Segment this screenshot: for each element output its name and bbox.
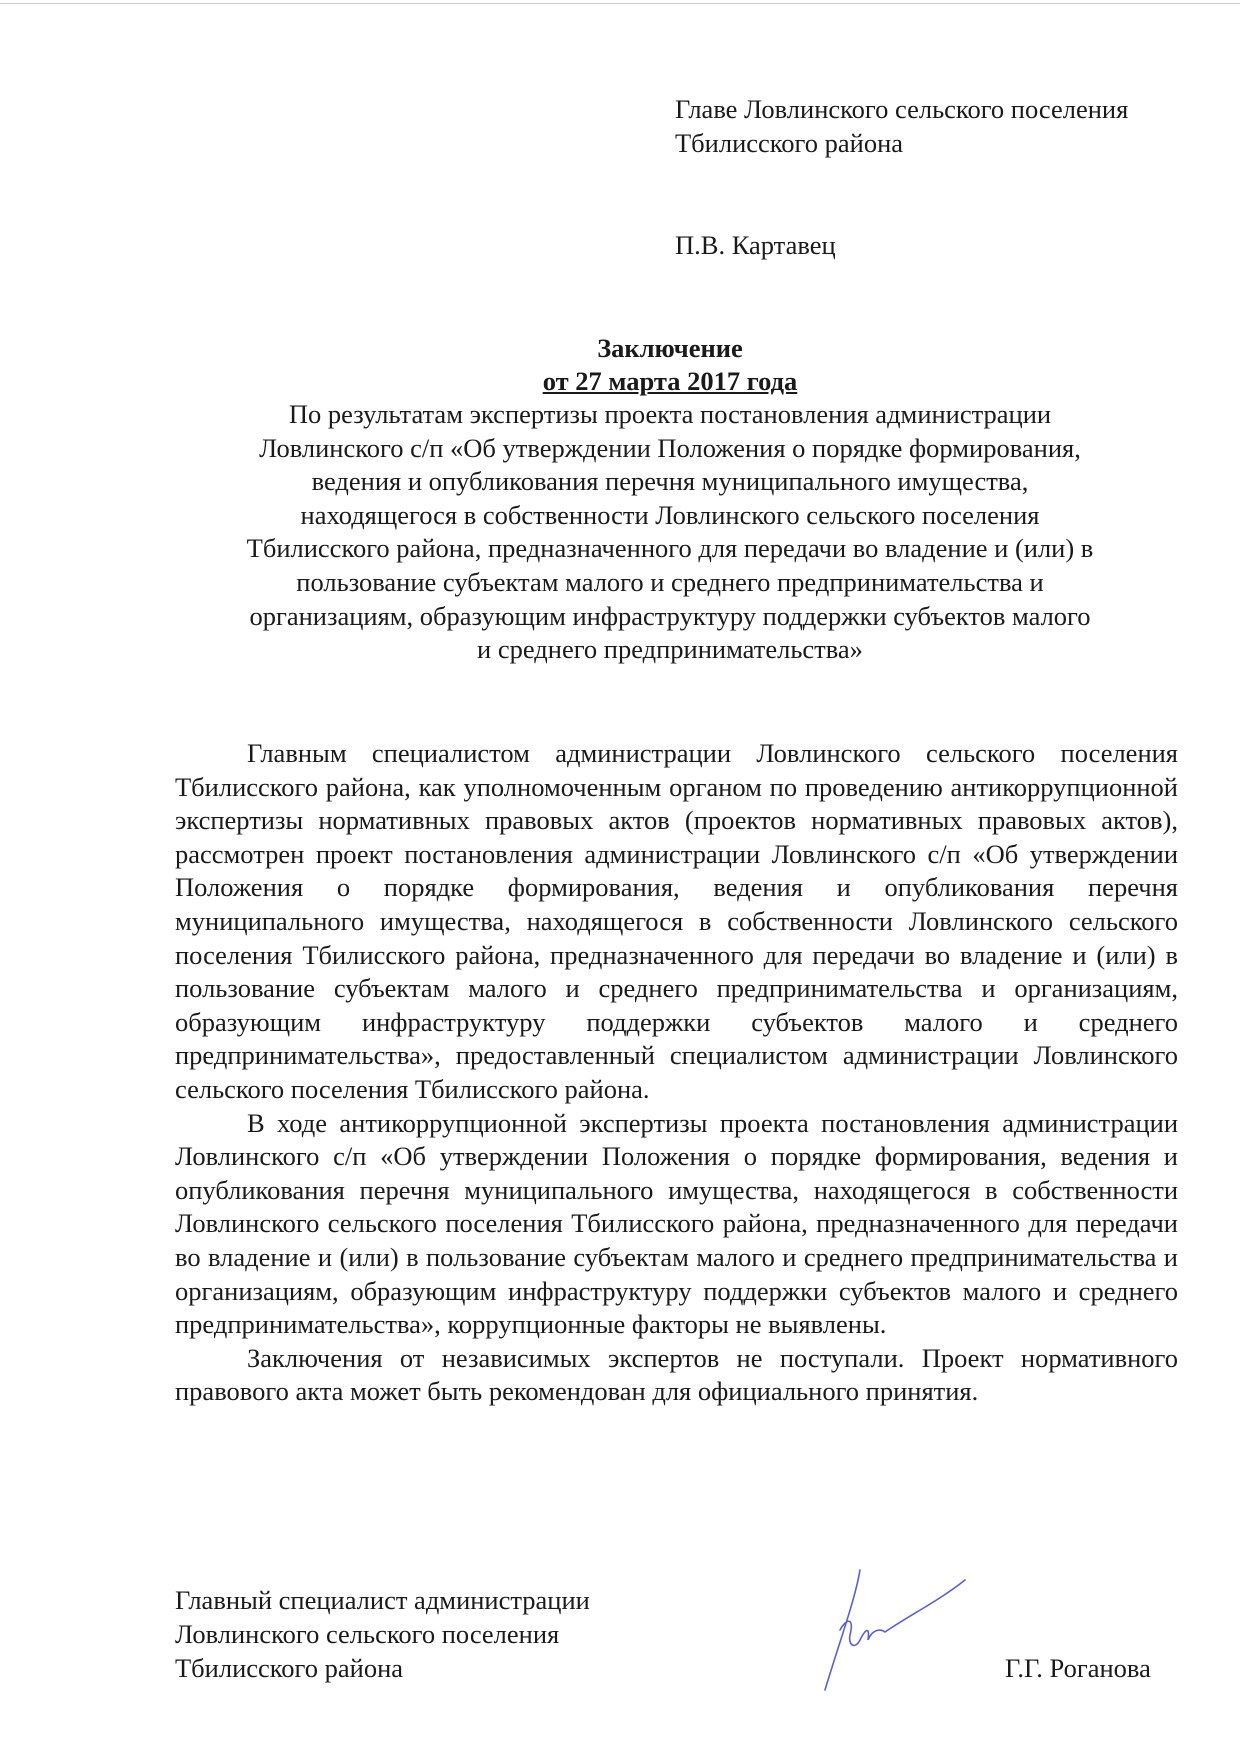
document-date: от 27 марта 2017 года [542, 366, 798, 396]
signatory-line2: Ловлинского сельского поселения [175, 1619, 560, 1649]
document-heading [160, 332, 1180, 667]
paragraph: В ходе антикоррупционной экспертизы проекта постановления администрации Ловлинского с/п «Об утверждении Положения о порядке формирования, ведения и опубликования перечня муниципального имущества, находящегося в собственности Ловлинского сельского поселения Тбилисского района, предназначенного для передачи во владение и (или) в пользование субъектам малого и среднего предпринимательства и организациям, образующим инфраструктуру поддержки субъектов малого и среднего предпринимательства», коррупционные факторы не выявлены. [175, 1107, 1178, 1340]
scan-edge-line [0, 3, 1240, 4]
signatory-line3: Тбилисского района [175, 1653, 404, 1683]
signatory-name: Г.Г. Роганова [1005, 1653, 1151, 1683]
document-body [175, 737, 1178, 1409]
signatory-title [175, 1583, 590, 1685]
document-title: Заключение [597, 333, 743, 363]
handwritten-signature [800, 1560, 970, 1700]
paragraph: Главным специалистом администрации Ловлинского сельского поселения Тбилисского района, как уполномоченным органом по проведению антикоррупционной экспертизы нормативных правовых актов (проектов нормативных правовых актов), рассмотрен проект постановления администрации Ловлинского с/п «Об утверждении Положения о порядке формирования, ведения и опубликования перечня муниципального имущества, находящегося в собственности Ловлинского сельского поселения Тбилисского района, предназначенного для передачи во владение и (или) в пользование субъектам малого и среднего предпринимательства и организациям, образующим инфраструктуру поддержки субъектов малого и среднего предпринимательства», предоставленный специалистом администрации Ловлинского сельского поселения Тбилисского района. [175, 738, 1178, 1104]
paragraph: Заключения от независимых экспертов не поступали. Проект нормативного правового акта может быть рекомендован для официального принятия. [175, 1342, 1178, 1407]
addressee-name: П.В. Картавец [675, 230, 836, 260]
addressee-block [675, 92, 1128, 160]
signatory-line1: Главный специалист администрации [175, 1585, 590, 1615]
addressee-line1: Главе Ловлинского сельского поселения [675, 94, 1129, 124]
addressee-line2: Тбилисского района [675, 128, 904, 158]
document-subtitle: По результатам экспертизы проекта постановления администрации Ловлинского с/п «Об утверждении Положения о порядке формирования, ведения и опубликования перечня муниципального имущества, находящегося в собственности Ловлинского сельского поселения Тбилисского района, предназначенного для передачи во владение и (или) в пользование субъектам малого и среднего предпринимательства и организациям, образующим инфраструктуру поддержки субъектов малого и среднего предпринимательства» [246, 399, 1094, 665]
